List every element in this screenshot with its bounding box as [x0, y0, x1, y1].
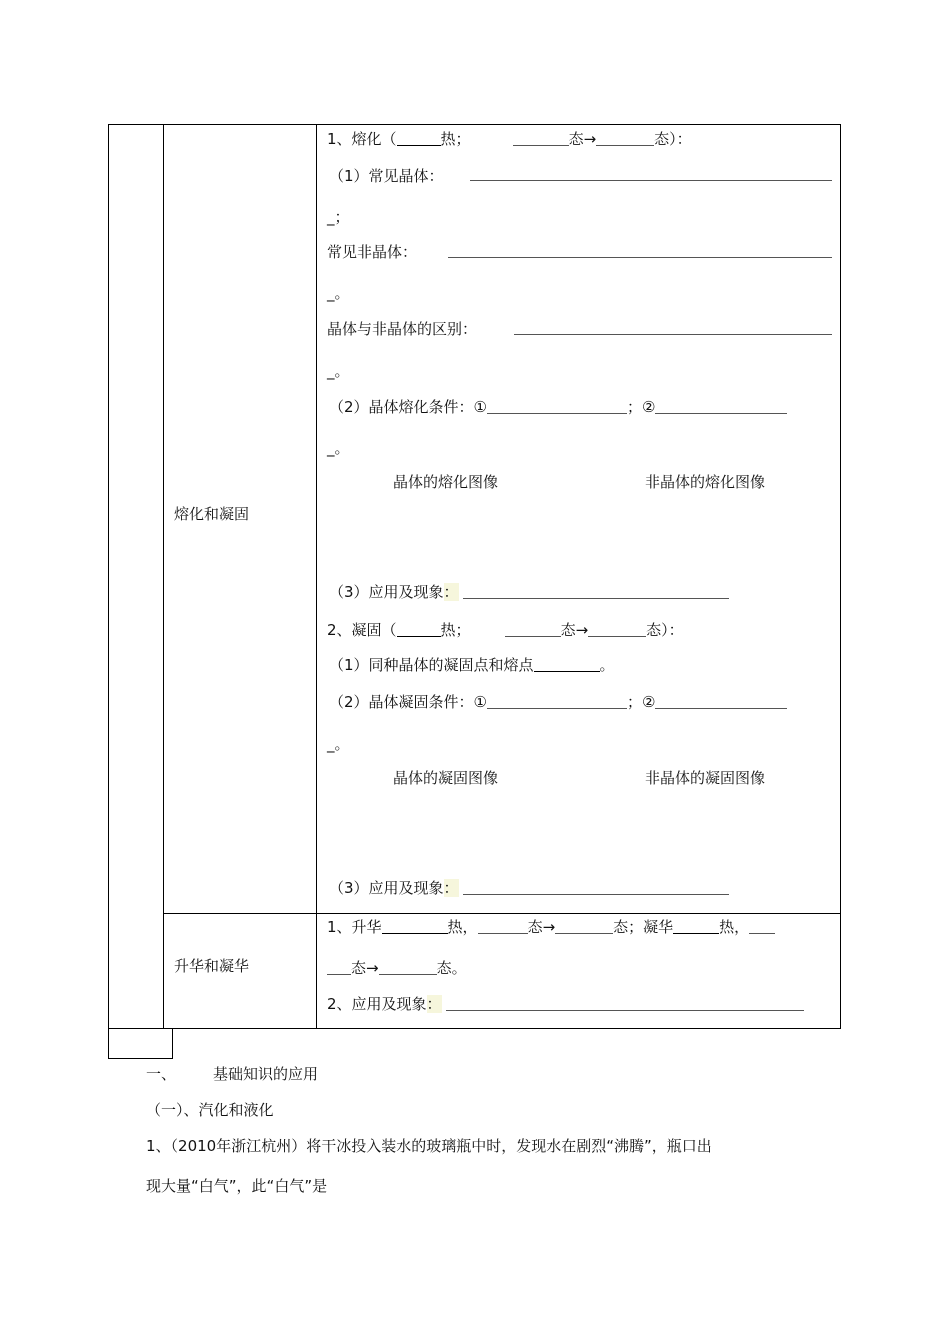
question-1-line1: 1、（2010年浙江杭州）将干冰投入装水的玻璃瓶中时，发现水在剧烈“沸腾”，瓶口出 — [146, 1137, 712, 1155]
common-noncrystals-end: _。 — [327, 284, 350, 302]
solidification-condition-end: _。 — [327, 735, 350, 753]
solidification-application: （3）应用及现象： — [329, 878, 729, 898]
answer-blank[interactable] — [448, 257, 832, 258]
melting-heading: 1、熔化（ 热； 态→ 态）： — [327, 130, 692, 148]
noncrystal-solidification-graph-label: 非晶体的凝固图像 — [645, 769, 766, 787]
row-label-melting: 熔化和凝固 — [174, 505, 250, 523]
difference-end: _。 — [327, 362, 350, 380]
sublimation-line2: 态→ 态。 — [327, 958, 467, 978]
crystal-solidification-graph-label: 晶体的凝固图像 — [393, 769, 499, 787]
noncrystal-melting-graph-label: 非晶体的熔化图像 — [645, 473, 766, 491]
melting-condition-end: _。 — [327, 439, 350, 457]
common-crystals-label: （1）常见晶体： — [329, 167, 444, 185]
row-label-sublimation: 升华和凝华 — [174, 957, 250, 975]
question-1-line2: 现大量“白气”，此“白气”是 — [146, 1177, 328, 1195]
subsection-title: （一）、汽化和液化 — [146, 1101, 274, 1119]
difference-label: 晶体与非晶体的区别： — [327, 320, 478, 338]
melting-application: （3）应用及现象： — [329, 582, 729, 602]
melting-condition: （2）晶体熔化条件：① ；② — [329, 397, 787, 417]
same-point-line: （1）同种晶体的凝固点和熔点 。 — [329, 656, 615, 674]
sublimation-line1: 1、升华 热， 态→ 态；凝华 热， — [327, 917, 775, 937]
common-crystals-end: _； — [327, 208, 350, 226]
section-number: 一、 — [146, 1065, 177, 1083]
answer-blank[interactable] — [470, 180, 832, 181]
sublimation-application: 2、应用及现象： — [327, 994, 804, 1014]
answer-blank[interactable] — [514, 334, 832, 335]
common-noncrystals-label: 常见非晶体： — [327, 243, 418, 261]
crystal-melting-graph-label: 晶体的熔化图像 — [393, 473, 499, 491]
solidification-heading: 2、凝固（ 热； 态→ 态）： — [327, 621, 684, 639]
section-title: 基础知识的应用 — [213, 1065, 319, 1083]
solidification-condition: （2）晶体凝固条件：① ；② — [329, 692, 787, 712]
